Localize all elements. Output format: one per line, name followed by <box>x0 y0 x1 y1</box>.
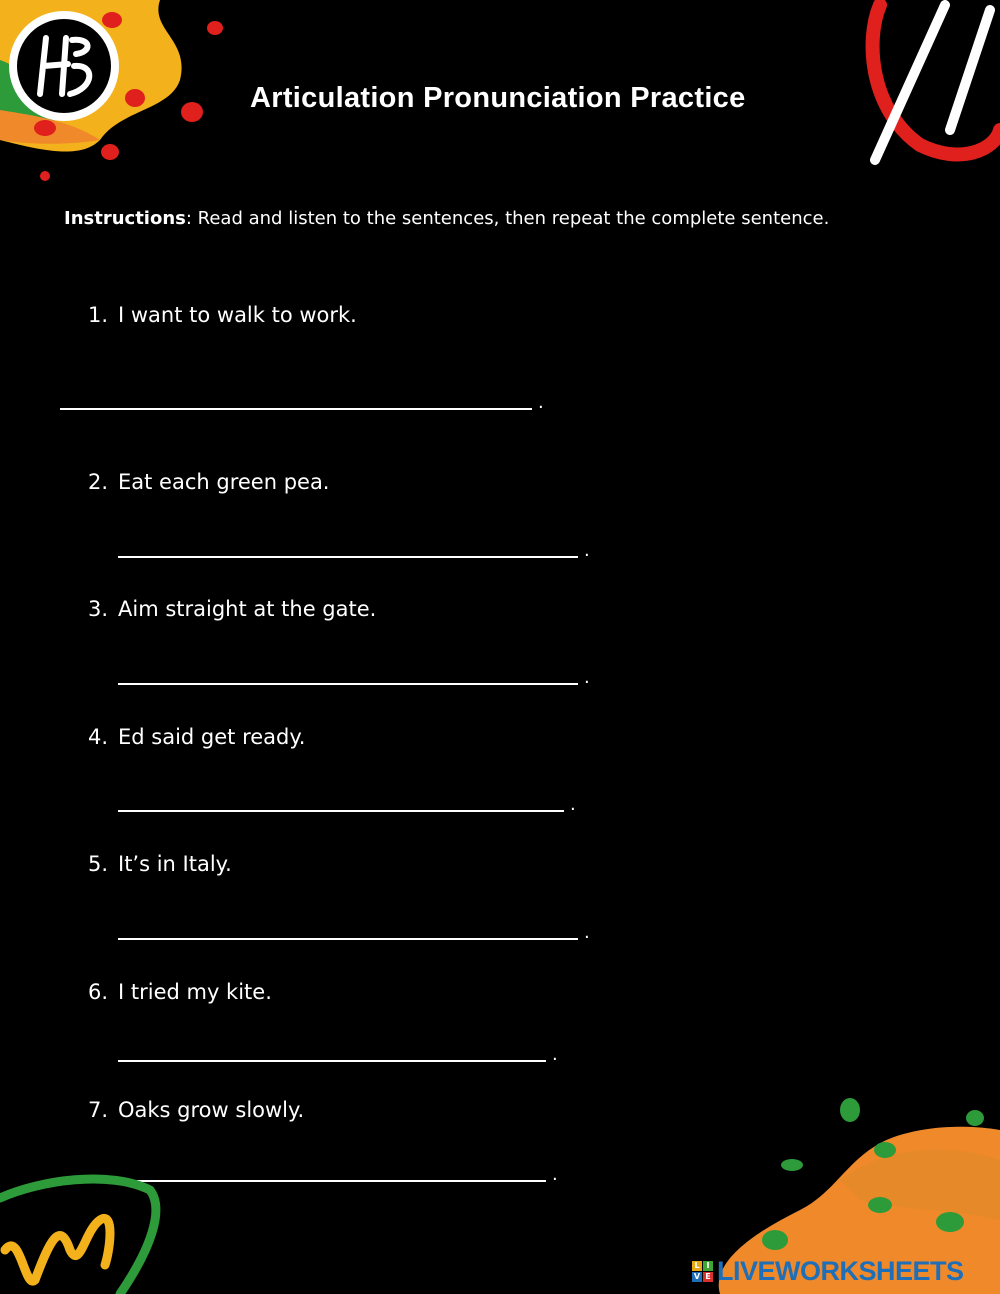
answer-period: . <box>570 794 576 815</box>
answer-period: . <box>552 1044 558 1065</box>
answer-blank-2[interactable] <box>118 556 578 558</box>
answer-blank-1[interactable] <box>60 408 532 410</box>
brand-tile: V <box>693 1272 701 1281</box>
instructions-label: Instructions <box>64 208 186 229</box>
item-sentence: Eat each green pea. <box>118 470 330 494</box>
item-sentence: It’s in Italy. <box>118 852 232 876</box>
list-item <box>88 470 330 494</box>
item-number: 5. <box>88 852 109 876</box>
answer-period: . <box>584 667 590 688</box>
answer-blank-4[interactable] <box>118 810 564 812</box>
top-right-decoration <box>860 0 1000 175</box>
item-number: 2. <box>88 470 109 494</box>
list-item <box>88 1098 304 1122</box>
answer-period: . <box>538 392 544 413</box>
instructions-text: : Read and listen to the sentences, then repeat the complete sentence. <box>185 208 830 229</box>
item-number: 4. <box>88 725 109 749</box>
list-item <box>88 980 272 1004</box>
answer-period: . <box>584 540 590 561</box>
item-sentence: Oaks grow slowly. <box>118 1098 305 1122</box>
liveworksheets-logo <box>692 1256 964 1287</box>
item-sentence: I tried my kite. <box>118 980 272 1004</box>
brand-logo <box>6 8 122 124</box>
answer-blank-3[interactable] <box>118 683 578 685</box>
liveworksheets-brand: LIVEWORKSHEETS <box>717 1256 964 1286</box>
item-sentence: I want to walk to work. <box>118 303 357 327</box>
item-number: 7. <box>88 1098 109 1122</box>
item-number: 3. <box>88 597 109 621</box>
brand-tile: E <box>703 1272 713 1282</box>
list-item <box>88 852 232 876</box>
list-item <box>88 303 357 327</box>
liveworksheets-tiles-icon <box>692 1261 713 1282</box>
answer-period: . <box>552 1164 558 1185</box>
item-sentence: Aim straight at the gate. <box>118 597 377 621</box>
instructions <box>64 208 829 229</box>
answer-period: . <box>584 922 590 943</box>
item-sentence: Ed said get ready. <box>118 725 306 749</box>
list-item <box>88 597 376 621</box>
page-title: Articulation Pronunciation Practice <box>250 82 746 114</box>
answer-blank-6[interactable] <box>118 1060 546 1062</box>
item-number: 1. <box>88 303 109 327</box>
bottom-left-decoration <box>0 1170 170 1294</box>
list-item <box>88 725 305 749</box>
answer-blank-7[interactable] <box>118 1180 546 1182</box>
answer-blank-5[interactable] <box>118 938 578 940</box>
item-number: 6. <box>88 980 109 1004</box>
brand-tile: L <box>692 1261 702 1271</box>
brand-tile: I <box>703 1261 713 1271</box>
